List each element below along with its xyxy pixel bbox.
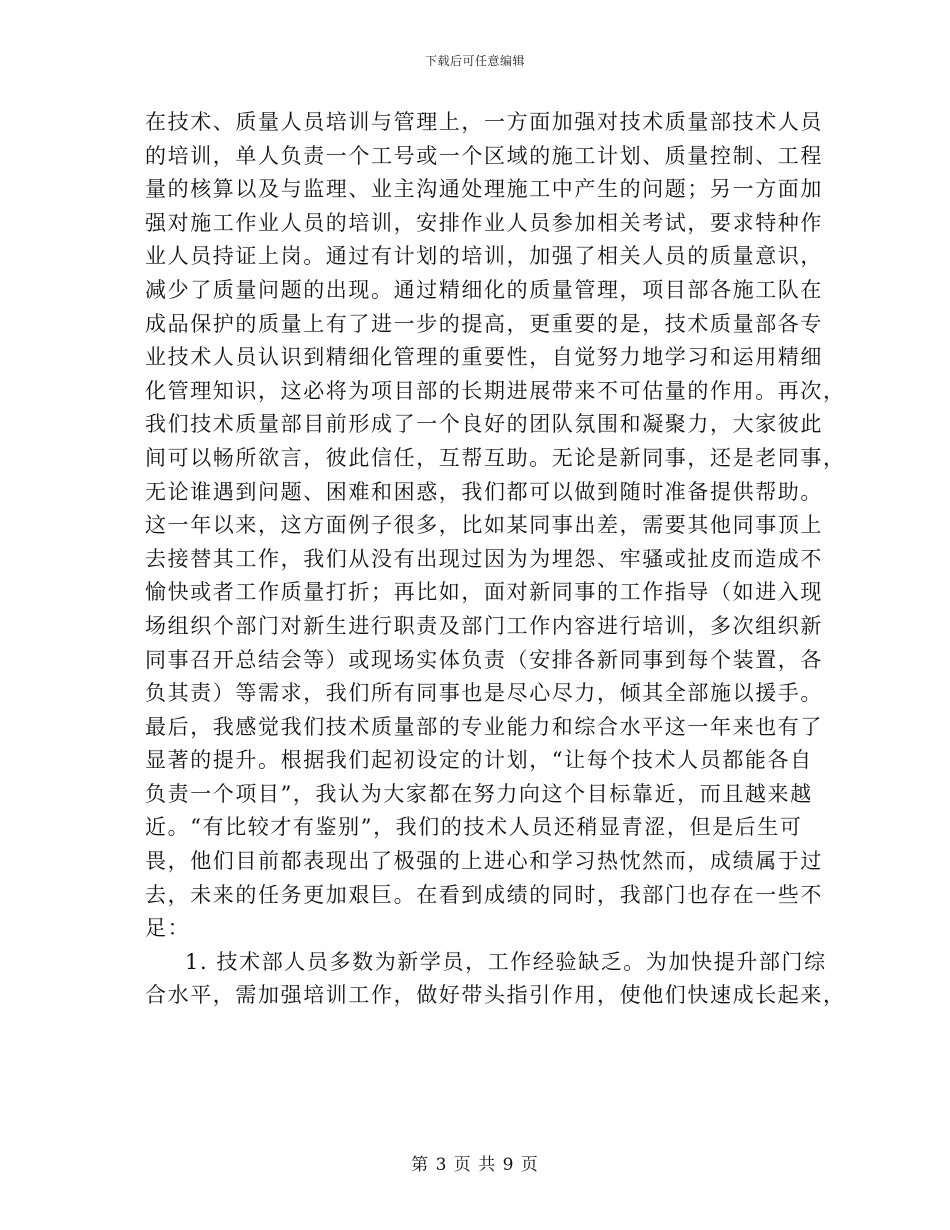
paragraph-line: 同事召开总结会等）或现场实体负责（安排各新同事到每个装置，各 [145,647,823,672]
paragraph-line: 负其责）等需求，我们所有同事也是尽心尽力，倾其全部施以援手。 [145,681,823,706]
paragraph-line: 去接替其工作，我们从没有出现过因为为埋怨、牢骚或扯皮而造成不 [145,546,823,571]
list-item-line: 1. 技术部人员多数为新学员，工作经验缺乏。为加快提升部门综 [185,949,827,974]
paragraph-line: 负责一个项目”，我认为大家都在努力向这个目标靠近，而且越来越 [145,781,813,806]
paragraph-line: 最后，我感觉我们技术质量部的专业能力和综合水平这一年来也有了 [145,714,823,739]
paragraph-line: 强对施工作业人员的培训，安排作业人员参加相关考试，要求特种作 [145,210,823,235]
paragraph-line: 这一年以来，这方面例子很多，比如某同事出差，需要其他同事顶上 [145,513,823,538]
paragraph-line: 化管理知识，这必将为项目部的长期进展带来不可估量的作用。再次， [145,378,846,403]
paragraph-line: 业人员持证上岗。通过有计划的培训，加强了相关人员的质量意识， [145,244,823,269]
document-body [145,106,846,1013]
paragraph-line: 足： [145,916,191,941]
paragraph-line: 显著的提升。根据我们起初设定的计划，“让每个技术人员都能各自 [145,748,813,773]
paragraph-line: 量的核算以及与监理、业主沟通处理施工中产生的问题；另一方面加 [145,177,823,202]
paragraph-line: 场组织个部门对新生进行职责及部门工作内容进行培训，多次组织新 [145,613,823,638]
paragraph-line: 我们技术质量部目前形成了一个良好的团队氛围和凝聚力，大家彼此 [145,412,823,437]
paragraph-line: 间可以畅所欲言，彼此信任，互帮互助。无论是新同事，还是老同事， [145,445,846,470]
page-header: 下载后可任意编辑 [424,54,525,68]
paragraph-line: 近。“有比较才有鉴别”，我们的技术人员还稍显青涩，但是后生可 [145,815,803,840]
paragraph-line: 的培训，单人负责一个工号或一个区域的施工计划、质量控制、工程 [145,143,823,168]
paragraph-line: 畏，他们目前都表现出了极强的上进心和学习热忱然而，成绩属于过 [145,849,823,874]
paragraph-line: 愉快或者工作质量打折；再比如，面对新同事的工作指导（如进入现 [145,580,823,605]
page-number: 第 3 页 共 9 页 [411,1155,539,1175]
paragraph-line: 成品保护的质量上有了进一步的提高，更重要的是，技术质量部各专 [145,311,823,336]
paragraph-line: 在技术、质量人员培训与管理上，一方面加强对技术质量部技术人员 [145,110,823,134]
list-item-line: 合水平，需加强培训工作，做好带头指引作用，使他们快速成长起来， [145,983,846,1008]
paragraph-line: 无论谁遇到问题、困难和困惑，我们都可以做到随时准备提供帮助。 [145,479,823,504]
paragraph-line: 业技术人员认识到精细化管理的重要性，自觉努力地学习和运用精细 [145,345,823,370]
paragraph-line: 去，未来的任务更加艰巨。在看到成绩的同时，我部门也存在一些不 [145,882,823,907]
paragraph-line: 减少了质量问题的出现。通过精细化的质量管理，项目部各施工队在 [145,277,823,302]
